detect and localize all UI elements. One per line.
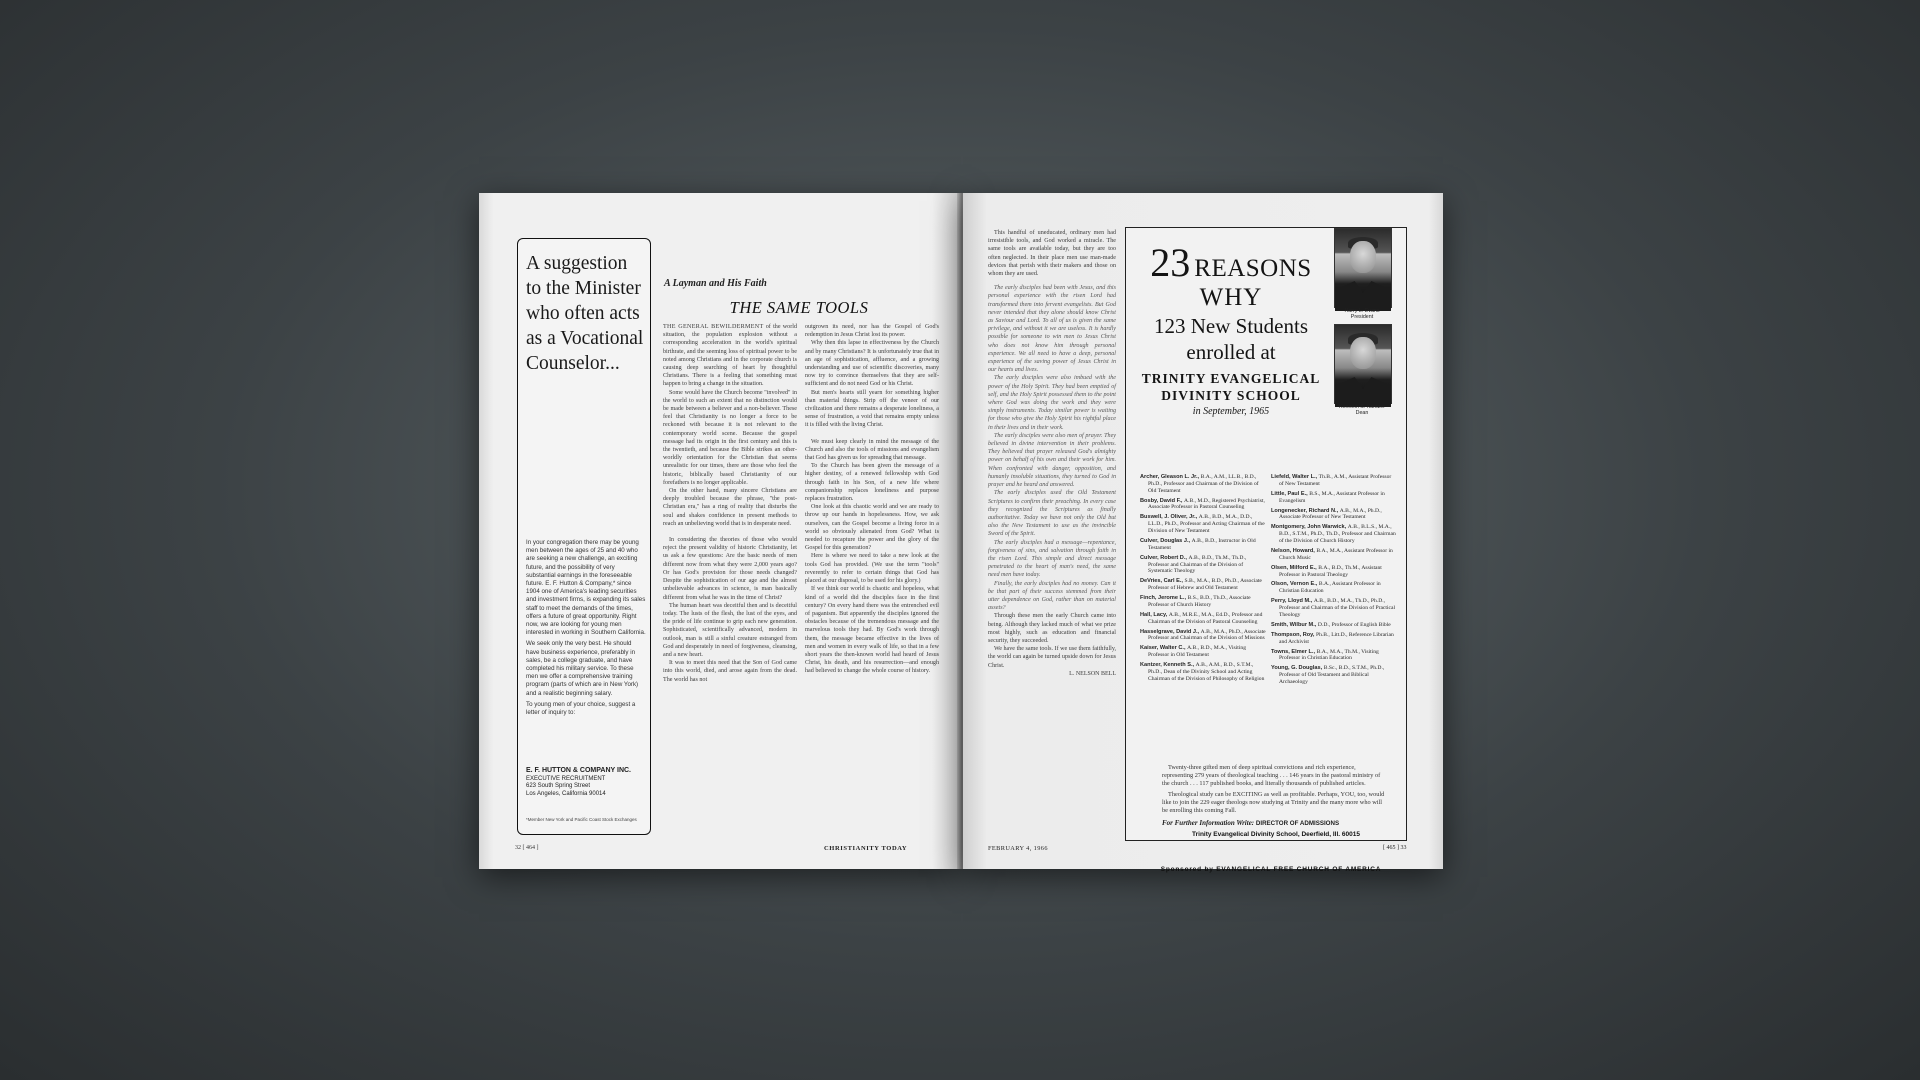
faculty-entry: Thompson, Roy, Ph.B., Litt.D., Reference Librarian and Archivist — [1271, 631, 1394, 645]
faculty-entry: Montgomery, John Warwick, A.B., B.L.S., M.A., B.D., S.T.M., Ph.D., Th.D., Professor and Chairman of the Division of Church History — [1271, 524, 1396, 544]
faculty-entry: Liefeld, Walter L., Th.B., A.M., Assistant Professor of New Testament — [1271, 474, 1392, 487]
faculty-entry: Longenecker, Richard N., A.B., M.A., Ph.D., Associate Professor of New Testament — [1271, 507, 1382, 521]
article-paragraph: Some would have the Church become "involved" in the world to such an extent that no distinction would be made between a believer and a non-believer. These feel that Christianity is no longer a force to be reckoned with because it is not relevant to the contemporary world scene. Because the gospel message had its origin in the first century and this is the twentieth, and because the Bible strikes an other-worldly orientation for the Christian that seems unrealistic for our times, there are those who feel the historic, biblically based Christianity of our forefathers is no longer applicable. — [663, 389, 797, 486]
faculty-entry: Finch, Jerome L., B.S., B.D., Th.D., Associate Professor of Church History — [1140, 595, 1251, 608]
article-paragraph: To the Church has been given the message of a higher destiny, of a renewed fellowship with God through faith in his Son, of a new life where companionship replaces loneliness and purpose replaces frustration. — [805, 463, 939, 503]
ad-why: WHY — [1199, 284, 1263, 311]
company-city: Los Angeles, California 90014 — [526, 790, 606, 797]
school-name-1: TRINITY EVANGELICAL — [1141, 371, 1321, 386]
ad-closing-text — [1162, 764, 1388, 818]
lead-in: THE GENERAL BEWILDERMENT — [663, 324, 764, 330]
portrait-dean — [1334, 324, 1392, 404]
article-paragraph: THE GENERAL BEWILDERMENT of the world situation, the population explosion without a corresponding acceleration in the world's spiritual birthrate, and the seeming loss of spiritual power to be noted among Christians and in the corporate church is causing deep searching of heart by thoughtful Christians. There is a feeling that something must happen to bring a change in the situation. — [663, 324, 797, 388]
article-paragraph: The early disciples used the Old Testament Scriptures to confirm their preaching. In every case they recognized the Scriptures as finally authoritative. Today we have not only the Old but also the New Testament to use as the invincible Sword of the Spirit. — [988, 490, 1116, 538]
ad-closing-paragraph: Twenty-three gifted men of deep spiritual convictions and rich experience, representing 279 years of theological teaching . . . 146 years in the pastoral ministry of the church . . . 117 published books, and literally thousands of published articles. — [1162, 764, 1381, 787]
article-paragraph: We have the same tools. If we use them faithfully, the world can again be turned upside down for Jesus Christ. — [988, 646, 1116, 669]
column-kicker: A Layman and His Faith — [664, 278, 767, 289]
article-paragraph: One look at this chaotic world and we are ready to throw up our hands in hopelessness. How, we ask ourselves, can the Gospel become a living force in a world so obviously alienated from God? What is needed to recapture the power and the glory of the Gospel for this generation? — [805, 504, 939, 552]
ad-students: 123 New Students — [1154, 314, 1308, 338]
magazine-spread — [479, 193, 1443, 873]
hutton-ad — [517, 238, 651, 835]
article-paragraph: Why then this lapse in effectiveness by the Church and by many Christians? It is unfortunately true that in an age of sophistication, affluence, and a growing understanding and use of scientific discoveries, many now try to convince themselves that they are self-sufficient and do not need God or his Christ. — [805, 340, 939, 388]
article-paragraph: On the other hand, many sincere Christians are deeply troubled because the phrase, "the post-Christian era," has a ring of reality that disturbs the soul and shakes confidence in present methods to reach an unbelieving world that is in desperate need. — [663, 488, 797, 527]
article-paragraph: Finally, the early disciples had no money. Can it be that part of their success stemmed from their utter dependence on God, rather than on material assets? — [988, 580, 1116, 612]
ad-footnote: *Member New York and Pacific Coast Stock Exchanges — [526, 817, 637, 822]
ad-closing-paragraph: Theological study can be EXCITING as well as profitable. Perhaps, YOU, too, would like to join the 229 eager theologs now studying at Trinity and the many more who will be enrolling this coming Fall. — [1162, 791, 1385, 814]
faculty-entry: Olsen, Milford E., B.A., B.D., Th.M., Assistant Professor in Pastoral Theology — [1271, 564, 1382, 578]
faculty-list-left — [1140, 474, 1266, 686]
ad-enrolled: enrolled at — [1186, 340, 1276, 364]
sponsor-line: Sponsored by EVANGELICAL FREE CHURCH OF AMERICA — [1160, 866, 1382, 873]
faculty-entry: Towns, Elmer L., B.A., M.A., Th.M., Visiting Professor in Christian Education — [1271, 648, 1379, 662]
page-number-right: [ 465 ] 33 — [1383, 845, 1407, 851]
article-paragraph: The early disciples had been with Jesus, and this personal experience with the risen Lord had transformed them into fervent evangelists. But God never intended that they alone should know Christ as Saviour and Lord. To all of us is given the same privilege, and without it we are useless. It is hardly possible for someone to win men to Jesus Christ who does not know him through personal experience. We all need to have a deep, personal experience of the saving power of Jesus Christ in our hearts and lives. — [988, 285, 1116, 374]
faculty-entry: Culver, Robert D., A.B., B.D., Th.M., Th.D., Professor and Chairman of the Division of Systematic Theology — [1140, 554, 1247, 575]
article-paragraph: But men's hearts still yearn for something higher than material things. Strip off the veneer of our civilization and there remains a desperate loneliness, a sense of frustration, a void that remains empty unless it is filled with the living Christ. — [805, 389, 939, 429]
left-page — [479, 193, 961, 869]
article-paragraph: The early disciples were also imbued with the power of the Holy Spirit. They had been emptied of self, and the Holy Spirit possessed them to the point where God was doing the work and they were simply instruments. Today similar power is waiting for those who give the Holy Spirit his rightful place in their lives and in their work. — [988, 375, 1116, 431]
article-paragraph: The human heart was deceitful then and is deceitful today. The lusts of the flesh, the lust of the eyes, and the pride of life continue to grip each new generation. Sophisticated, scientifically advanced, modern in outlook, man is still a sinful creature estranged from God and desperately in need of forgiveness, cleansing, and a new heart. — [663, 602, 797, 658]
issue-date: FEBRUARY 4, 1966 — [988, 845, 1048, 852]
company-street: 623 South Spring Street — [526, 783, 591, 789]
info-label: For Further Information Write: — [1162, 819, 1255, 827]
article-paragraph: If we think our world is chaotic and hopeless, what kind of a world did the disciples face in the first century? On every hand there was the entrenched evil of paganism. But apparently the disciples ignored the obstacles because of the tremendous message and the marvelous tools they had. By God's work through them, the message became effective in the lives of men and women in every walk of life, so that in a few short years the then-known world had heard of Jesus Christ, his death, and his resurrection—and enough had believed to change the whole course of history. — [805, 586, 939, 675]
ad-body — [526, 539, 646, 720]
article-paragraph: outgrown its need, nor has the Gospel of God's redemption in Jesus Christ lost its power. — [805, 324, 939, 339]
faculty-entry: Smith, Wilbur M., D.D., Professor of English Bible — [1271, 621, 1391, 628]
company-name: E. F. HUTTON & COMPANY INC. — [526, 767, 632, 774]
ad-reasons: REASONS — [1194, 255, 1312, 282]
company-dept: EXECUTIVE RECRUITMENT — [526, 775, 606, 782]
ad-number: 23 — [1150, 240, 1191, 285]
faculty-entry: Kantzer, Kenneth S., A.B., A.M., B.D., S.T.M., Ph.D., Dean of the Divinity School and Acting Chairman of the Division of Philosophy of Religion — [1140, 662, 1265, 682]
faculty-entry: Bosby, David F., A.B., M.D., Registered Psychiatrist, Associate Professor in Pastoral Counseling — [1140, 497, 1265, 511]
faculty-entry: Archer, Gleason L. Jr., B.A., A.M., LL.B., B.D., Ph.D., Professor and Chairman of the Division of Old Testament — [1140, 474, 1259, 494]
article-paragraph: The early disciples had a message—repentance, forgiveness of sins, and salvation through faith in the risen Lord. This simple and direct message penetrated to the heart of man's need, the same need men have today. — [988, 539, 1116, 579]
ad-paragraph: In your congregation there may be young men between the ages of 25 and 40 who are seeking a new challenge, an exciting future, and the possibility of very substantial earnings in the foreseeable future. E. F. Hutton & Company,* since 1904 one of America's leading securities and investment firms, is expanding its sales staff to meet the demands of the times, offers a future of great opportunity. Right now, we are looking for young men interested in working in Southern California. — [526, 539, 646, 637]
portrait-caption-dean: Kenneth S. Kantzer Dean — [1339, 404, 1385, 417]
faculty-entry: DeVries, Carl E., S.B., M.A., B.D., Ph.D., Associate Professor of Hebrew and Old Testament — [1140, 578, 1262, 592]
school-address: Trinity Evangelical Divinity School, Deerfield, Ill. 60015 — [1192, 831, 1360, 838]
faculty-entry: Perry, Lloyd M., A.B., B.D., M.A., Th.D., Ph.D., Professor and Chairman of the Division of Practical Theology — [1271, 598, 1396, 618]
article-headline: THE SAME TOOLS — [729, 298, 869, 317]
article-paragraph: Through these men the early Church came into being. Although they lacked much of what we prize most highly, such as education and financial security, they succeeded. — [988, 613, 1116, 644]
ad-headline: A suggestion to the Minister who often acts as a Vocational Counselor... — [526, 253, 644, 374]
article-paragraph: This handful of uneducated, ordinary men had irresistible tools, and God worked a miracle. The same tools are available today, but they are too often neglected. In their place men use man-made devices that perish with their makers and those on whom they are used. — [988, 230, 1116, 278]
school-name-2: DIVINITY SCHOOL — [1161, 388, 1301, 403]
faculty-entry: Kaiser, Walter C., A.B., B.D., M.A., Visiting Professor in Old Testament — [1140, 645, 1246, 659]
article-column-2 — [805, 323, 939, 676]
faculty-entry: Culver, Douglas J., A.B., B.D., Instructor in Old Testament — [1140, 537, 1256, 551]
faculty-list-right — [1271, 474, 1397, 689]
enrollment-date: in September, 1965 — [1192, 406, 1270, 417]
author-signature: L. NELSON BELL — [1069, 670, 1116, 677]
portrait-caption-president: Harry L. Evans President — [1344, 308, 1380, 321]
faculty-entry: Hall, Lacy, A.B., M.R.E., M.A., Ed.D., Professor and Chairman of the Division of Pastoral Counseling — [1140, 611, 1263, 625]
faculty-entry: Little, Paul E., B.S., M.A., Assistant Professor in Evangelism — [1271, 490, 1385, 504]
right-page — [963, 193, 1443, 873]
article-paragraph: The early disciples were also men of prayer. They believed in divine intervention in their problems. They believed that prayer released God's almighty power on behalf of his own and their work for him. When confronted with danger, opposition, and humanly insoluble situations, they turned to God in prayer and he heard and answered. — [988, 432, 1116, 489]
portrait-president — [1334, 228, 1392, 308]
article-paragraph: In considering the theories of those who would reject the present validity of historic Christianity, let us ask a few questions: Are the basic needs of men different now from what they were 2,000 years ago? Or has God's provision for those needs changed? Despite the sophistication of our age and the almost unbelievable advances in science, is man basically different from what he was in the time of Christ? — [663, 537, 797, 601]
faculty-entry: Hasselgrave, David J., A.B., M.A., Ph.D., Associate Professor and Chairman of the Division of Missions — [1140, 628, 1266, 642]
faculty-entry: Buswell, J. Oliver, Jr., A.B., B.D., M.A., D.D., LL.D., Ph.D., Professor and Acting Chairman of the Division of New Testament — [1140, 514, 1265, 534]
info-line — [1162, 819, 1388, 827]
article-column-1 — [663, 323, 797, 684]
article-paragraph: It was to meet this need that the Son of God came into this world, died, and arose again from the dead. The world has not — [663, 660, 797, 683]
ad-paragraph: To young men of your choice, suggest a letter of inquiry to: — [526, 700, 636, 717]
ad-company-address — [526, 767, 646, 798]
article-continuation-column — [988, 229, 1116, 678]
faculty-entry: Nelson, Howard, B.A., M.A., Assistant Professor in Church Music — [1271, 547, 1393, 561]
ad-paragraph: We seek only the very best. He should have business experience, preferably in sales, be a college graduate, and have completed his military service. To these men we offer a comprehensive training program (parts of which are in New York) and a realistic beginning salary. — [526, 640, 639, 697]
ad-title — [1136, 242, 1326, 417]
article-paragraph: We must keep clearly in mind the message of the Church and also the tools of missions and evangelism that God has given us for spreading that message. — [805, 438, 939, 462]
faculty-entry: Young, G. Douglas, B.Sc., B.D., S.T.M., Ph.D., Professor of Old Testament and Biblical Archaeology — [1271, 665, 1385, 685]
magazine-name: CHRISTIANITY TODAY — [824, 845, 908, 852]
info-value: DIRECTOR OF ADMISSIONS — [1255, 820, 1340, 827]
page-number-left: 32 [ 464 ] — [515, 845, 539, 851]
faculty-entry: Olson, Vernon E., B.A., Assistant Professor in Christian Education — [1271, 581, 1381, 595]
article-paragraph: Here is where we need to take a new look at the tools God has provided. (We use the term "tools" reverently to refer to certain things that God has placed at our disposal, to be used for his glory.) — [805, 553, 939, 585]
